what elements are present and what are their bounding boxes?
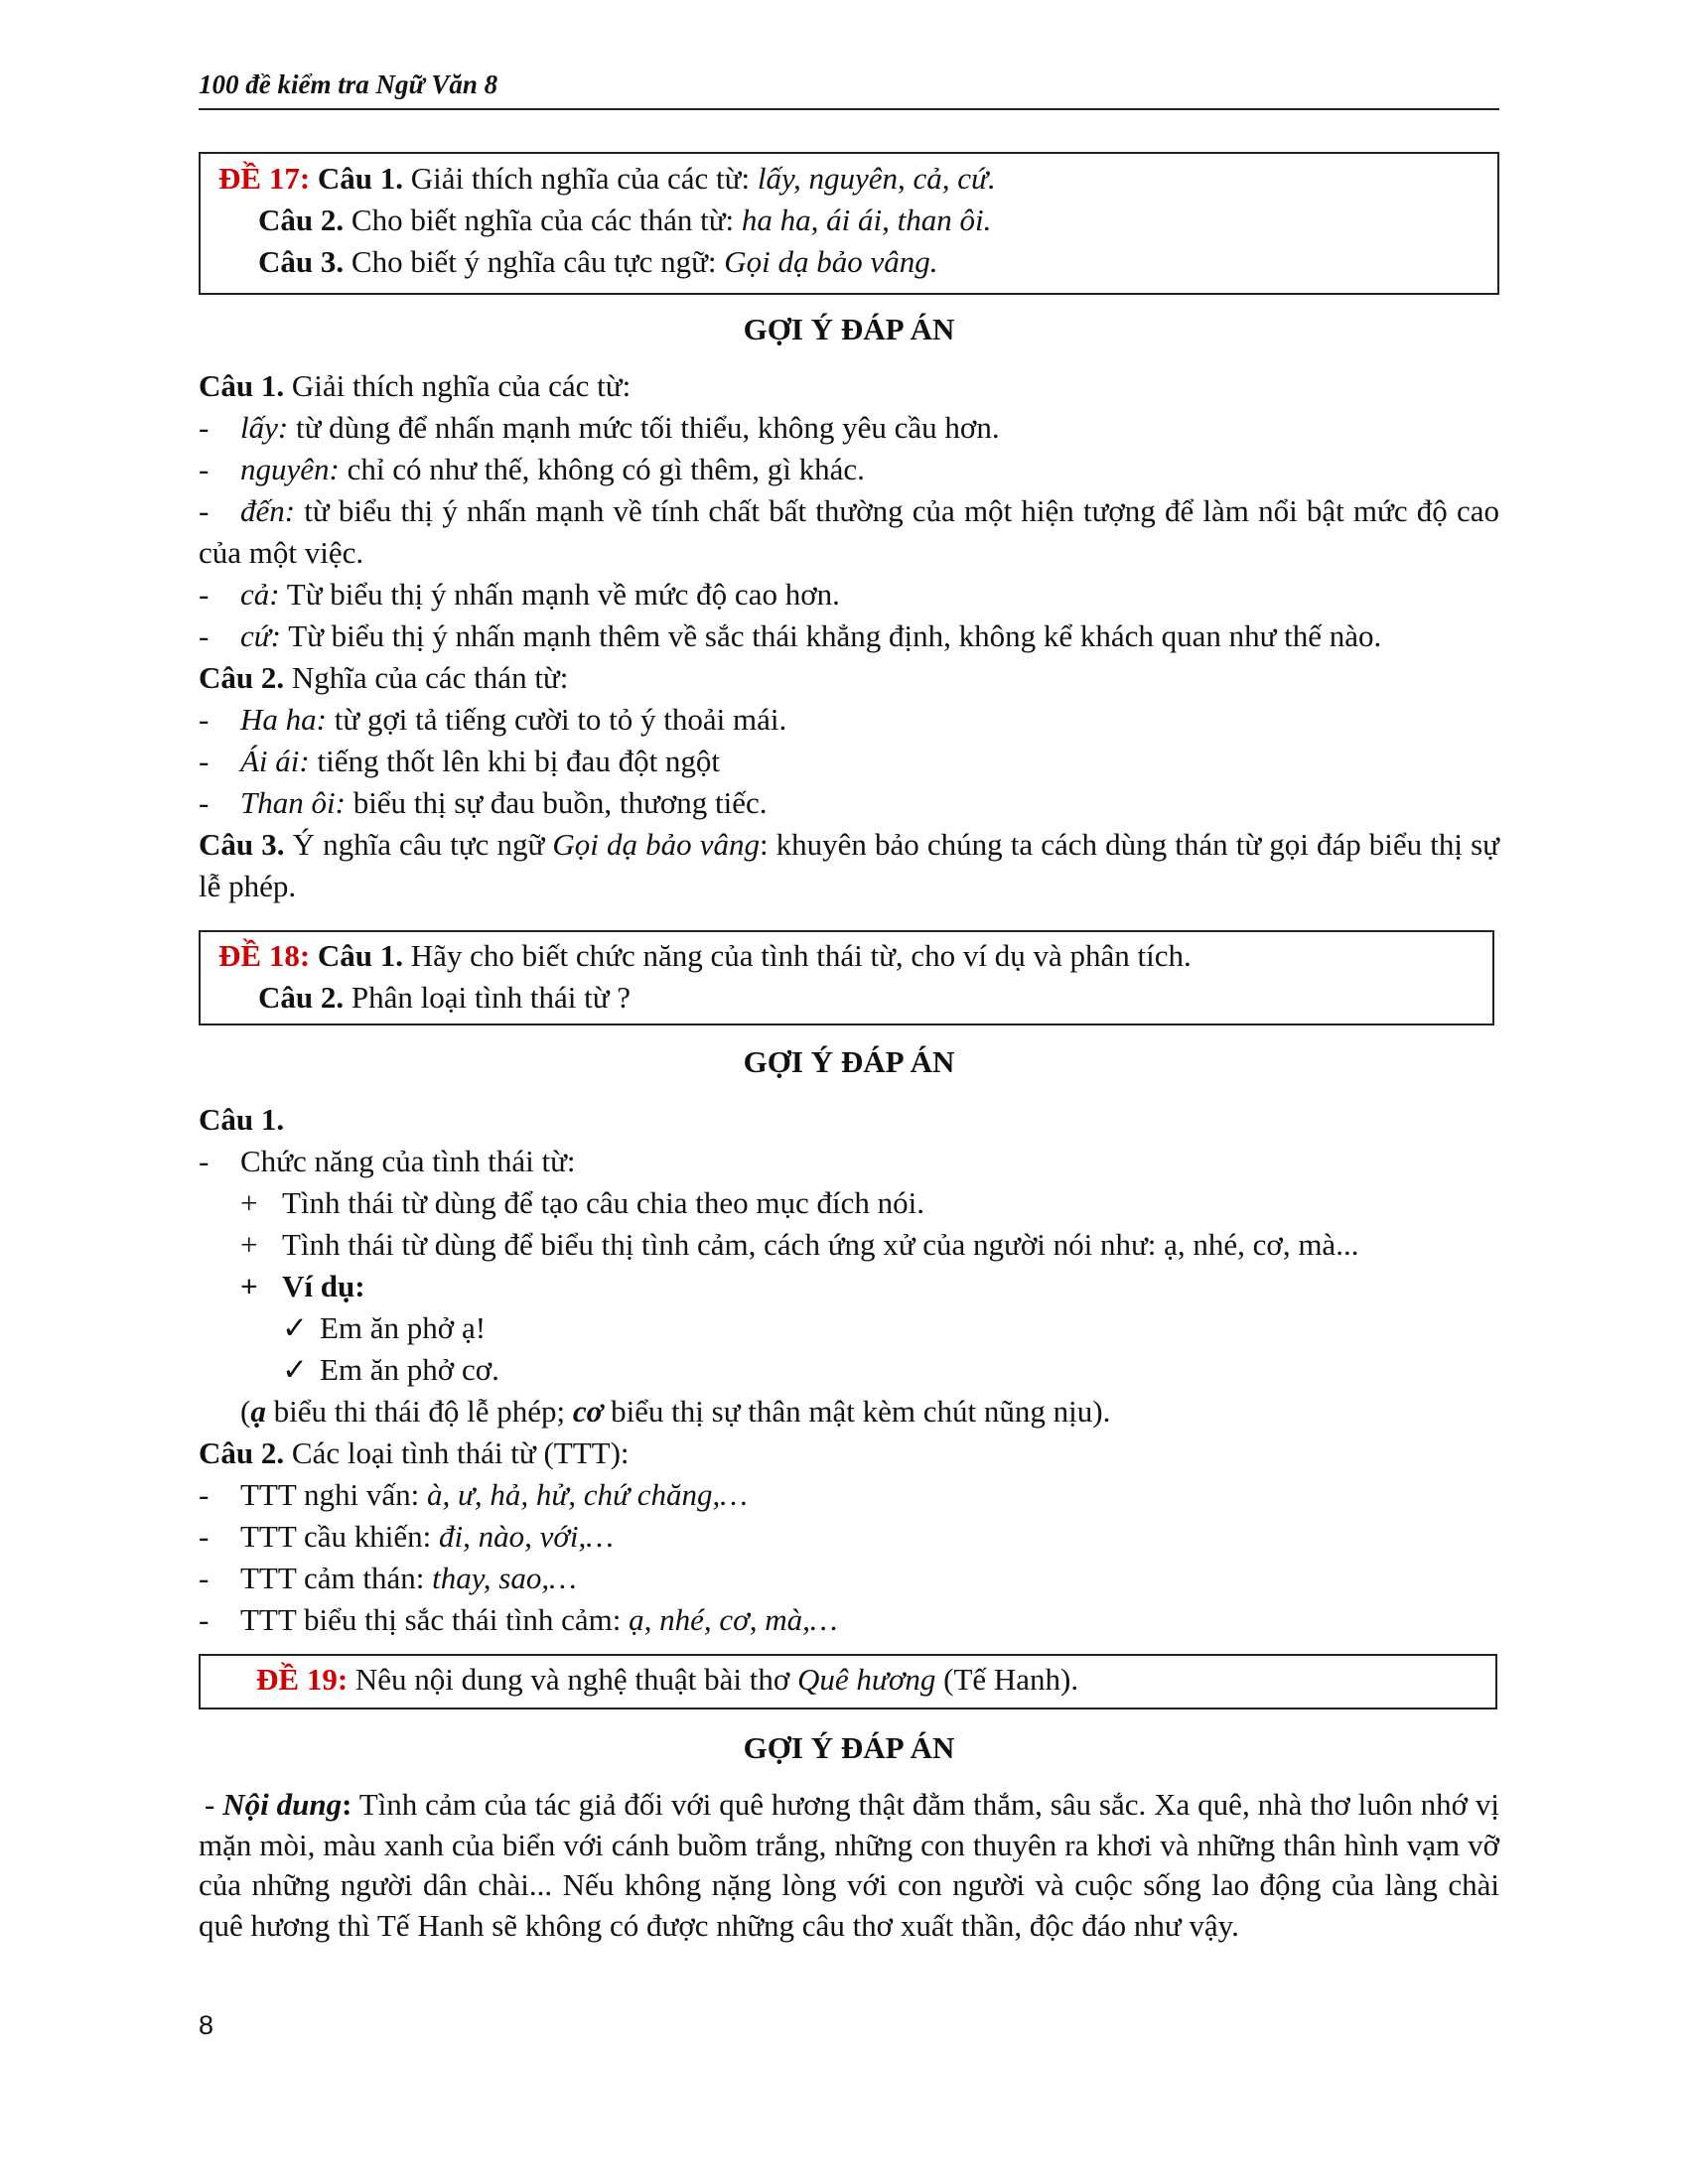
de19-question-box xyxy=(199,1654,1497,1709)
ans18-c2 xyxy=(199,1433,1499,1474)
list-item: - TTT cảm thán: thay, sao,… xyxy=(199,1561,577,1595)
ans19-paragraph xyxy=(199,1785,1499,1946)
de18-q1-text: Hãy cho biết chức năng của tình thái từ, cho ví dụ và phân tích. xyxy=(403,938,1192,973)
ans18-c2-label: Câu 2. xyxy=(199,1435,285,1470)
list-item: - cứ: Từ biểu thị ý nhấn mạnh thêm về sắc thái khẳng định, không kể khách quan như thế nào. xyxy=(199,618,1382,653)
page-number: 8 xyxy=(199,2010,214,2040)
type-name: TTT biểu thị sắc thái tình cảm: xyxy=(240,1602,630,1637)
list-item: - Chức năng của tình thái từ: xyxy=(199,1144,576,1178)
de17-question-box xyxy=(199,152,1499,295)
type-name: TTT nghi vấn: xyxy=(240,1477,427,1512)
term: Ha ha: xyxy=(240,702,327,737)
ans18-c1-label: Câu 1. xyxy=(199,1102,285,1137)
de19-post: (Tế Hanh). xyxy=(935,1662,1079,1697)
ans17-c3-pre: Ý nghĩa câu tực ngữ xyxy=(284,827,553,862)
list-item: - nguyên: chỉ có như thế, không có gì thêm, gì khác. xyxy=(199,452,865,486)
ans18-c1 xyxy=(199,1099,1499,1141)
ans17-c2-text: Nghĩa của các thán từ: xyxy=(284,660,569,695)
list-item: + Tình thái từ dùng để biểu thị tình cảm, cách ứng xử của người nói như: ạ, nhé, cơ, mà... xyxy=(240,1227,1359,1262)
ans18-plus2: Tình thái từ dùng để biểu thị tình cảm, cách ứng xử của người nói như: ạ, nhé, cơ, mà... xyxy=(282,1227,1359,1262)
definition: từ biểu thị ý nhấn mạnh về tính chất bất thường của một hiện tượng để làm nổi bật mức độ cao của một việc. xyxy=(199,493,1499,570)
de18-q1 xyxy=(218,935,1475,977)
ans17-c3-post: : khuyên bảo chúng ta cách dùng thán từ gọi đáp biểu thị sự lễ phép. xyxy=(199,827,1499,903)
term: lấy: xyxy=(240,410,289,445)
de17-q1-words: lấy, nguyên, cả, cứ. xyxy=(757,161,996,196)
list-item: - TTT cầu khiến: đi, nào, với,… xyxy=(199,1519,614,1554)
list-item: + Ví dụ: xyxy=(240,1269,365,1303)
ans17-c1 xyxy=(199,365,1499,407)
definition: từ dùng để nhấn mạnh mức tối thiểu, không yêu cầu hơn. xyxy=(288,410,1000,445)
list-item: - Ái ái: tiếng thốt lên khi bị đau đột ngột xyxy=(199,744,721,778)
ans18-example-label: Ví dụ: xyxy=(282,1269,365,1303)
term: cả: xyxy=(240,577,280,612)
de19-text: Nêu nội dung và nghệ thuật bài thơ xyxy=(348,1662,798,1697)
ans18-ex2: Em ăn phở cơ. xyxy=(320,1352,499,1387)
answer-heading-18: GỢI Ý ĐÁP ÁN xyxy=(743,1044,955,1079)
paren: ( xyxy=(240,1394,251,1429)
de17-q3 xyxy=(218,241,1479,283)
de17-q2 xyxy=(218,200,1479,241)
ans18-plus1: Tình thái từ dùng để tạo câu chia theo mục đích nói. xyxy=(282,1185,924,1220)
ans19-colon: : xyxy=(342,1787,352,1822)
de19-question xyxy=(256,1659,1495,1701)
de17-q3-label: Câu 3. xyxy=(258,244,345,279)
type-examples: à, ư, hả, hử, chứ chăng,… xyxy=(426,1477,748,1512)
de18-q2 xyxy=(218,977,1475,1019)
de19-label: ĐỀ 19: xyxy=(256,1662,349,1697)
term: đến: xyxy=(240,493,296,528)
list-item: + Tình thái từ dùng để tạo câu chia theo mục đích nói. xyxy=(240,1185,924,1220)
ans18-block xyxy=(199,1099,1499,1641)
answer-heading-17: GỢI Ý ĐÁP ÁN xyxy=(743,312,955,346)
running-header: 100 đề kiểm tra Ngữ Văn 8 xyxy=(199,69,1499,110)
de17-q1-text: Giải thích nghĩa của các từ: xyxy=(403,161,758,196)
term: nguyên: xyxy=(240,452,340,486)
de17-q2-text: Cho biết nghĩa của các thán từ: xyxy=(344,203,742,237)
de17-q1-label: Câu 1. xyxy=(317,161,404,196)
de17-label: ĐỀ 17: xyxy=(218,161,311,196)
type-examples: thay, sao,… xyxy=(432,1561,577,1595)
term: cứ: xyxy=(240,618,281,653)
term: Ái ái: xyxy=(240,744,310,778)
definition: Từ biểu thị ý nhấn mạnh về mức độ cao hơn. xyxy=(279,577,840,612)
type-examples: đi, nào, với,… xyxy=(439,1519,614,1554)
de17-q3-text: Cho biết ý nghĩa câu tực ngữ: xyxy=(344,244,725,279)
ans17-c3-label: Câu 3. xyxy=(199,827,285,862)
ans17-c3-proverb: Gọi dạ bảo vâng xyxy=(552,827,760,862)
ans18-note xyxy=(199,1391,1499,1433)
list-item: - Than ôi: biểu thị sự đau buồn, thương tiếc. xyxy=(199,785,768,820)
list-item: - TTT nghi vấn: à, ư, hả, hử, chứ chăng,… xyxy=(199,1477,748,1512)
de19-poem-title: Quê hương xyxy=(797,1662,936,1697)
de18-q2-text: Phân loại tình thái từ ? xyxy=(344,980,632,1015)
de18-label: ĐỀ 18: xyxy=(218,938,311,973)
type-name: TTT cảm thán: xyxy=(240,1561,433,1595)
de18-question-box xyxy=(199,930,1494,1025)
definition: Từ biểu thị ý nhấn mạnh thêm về sắc thái khẳng định, không kể khách quan như thế nào. xyxy=(281,618,1382,653)
check-icon: ✓ xyxy=(282,1310,308,1345)
ans17-c2-label: Câu 2. xyxy=(199,660,285,695)
definition: từ gợi tả tiếng cười to tỏ ý thoải mái. xyxy=(326,702,787,737)
list-item xyxy=(199,1307,1499,1349)
de17-q3-proverb: Gọi dạ bảo vâng. xyxy=(724,244,938,279)
ans18-func: Chức năng của tình thái từ: xyxy=(240,1144,576,1178)
type-examples: ạ, nhé, cơ, mà,… xyxy=(629,1602,838,1637)
de17-q2-label: Câu 2. xyxy=(258,203,345,237)
ans18-ex1: Em ăn phở ạ! xyxy=(320,1310,487,1345)
ans19-dash: - xyxy=(205,1787,223,1822)
ans17-c3 xyxy=(199,824,1499,907)
de17-q2-words: ha ha, ái ái, than ôi. xyxy=(741,203,992,237)
list-item: - cả: Từ biểu thị ý nhấn mạnh về mức độ cao hơn. xyxy=(199,577,840,612)
ans18-note-mid: biểu thi thái độ lễ phép; xyxy=(265,1394,573,1429)
list-item xyxy=(199,1349,1499,1391)
ans17-c1-label: Câu 1. xyxy=(199,368,285,403)
de18-q2-label: Câu 2. xyxy=(258,980,345,1015)
ans18-note-co: cơ xyxy=(572,1394,604,1429)
ans18-note-end: biểu thị sự thân mật kèm chút nũng nịu). xyxy=(603,1394,1111,1429)
ans17-c2 xyxy=(199,657,1499,699)
de17-q1 xyxy=(218,158,1479,200)
term: Than ôi: xyxy=(240,785,346,820)
definition: biểu thị sự đau buồn, thương tiếc. xyxy=(345,785,768,820)
answer-heading-19: GỢI Ý ĐÁP ÁN xyxy=(743,1730,955,1765)
list-item: - đến: từ biểu thị ý nhấn mạnh về tính chất bất thường của một hiện tượng để làm nổi bật mức độ cao của một việc. xyxy=(199,493,1499,570)
definition: chỉ có như thế, không có gì thêm, gì khác. xyxy=(339,452,865,486)
list-item: - TTT biểu thị sắc thái tình cảm: ạ, nhé, cơ, mà,… xyxy=(199,1602,838,1637)
de18-q1-label: Câu 1. xyxy=(317,938,404,973)
list-item: - Ha ha: từ gợi tả tiếng cười to tỏ ý thoải mái. xyxy=(199,702,787,737)
definition: tiếng thốt lên khi bị đau đột ngột xyxy=(309,744,721,778)
ans17-c1-text: Giải thích nghĩa của các từ: xyxy=(284,368,632,403)
check-icon: ✓ xyxy=(282,1352,308,1387)
type-name: TTT cầu khiến: xyxy=(240,1519,440,1554)
ans17-block xyxy=(199,365,1499,907)
ans18-note-a: ạ xyxy=(250,1394,266,1429)
list-item: - lấy: từ dùng để nhấn mạnh mức tối thiểu, không yêu cầu hơn. xyxy=(199,410,1000,445)
ans18-c2-text: Các loại tình thái từ (TTT): xyxy=(284,1435,630,1470)
ans19-label: Nội dung xyxy=(222,1787,343,1822)
ans19-text: Tình cảm của tác giả đối với quê hương thật đằm thắm, sâu sắc. Xa quê, nhà thơ luôn nhớ vị mặn mòi, màu xanh của biển với cánh buồm trắng, những con thuyên ra khơi và những thân hình vạm vỡ của những người dân chài... Nếu không nặng lòng với con người và cuộc sống lao động của làng chài quê hương thì Tế Hanh sẽ không có được những câu thơ xuất thần, độc đáo như vậy. xyxy=(199,1787,1499,1943)
